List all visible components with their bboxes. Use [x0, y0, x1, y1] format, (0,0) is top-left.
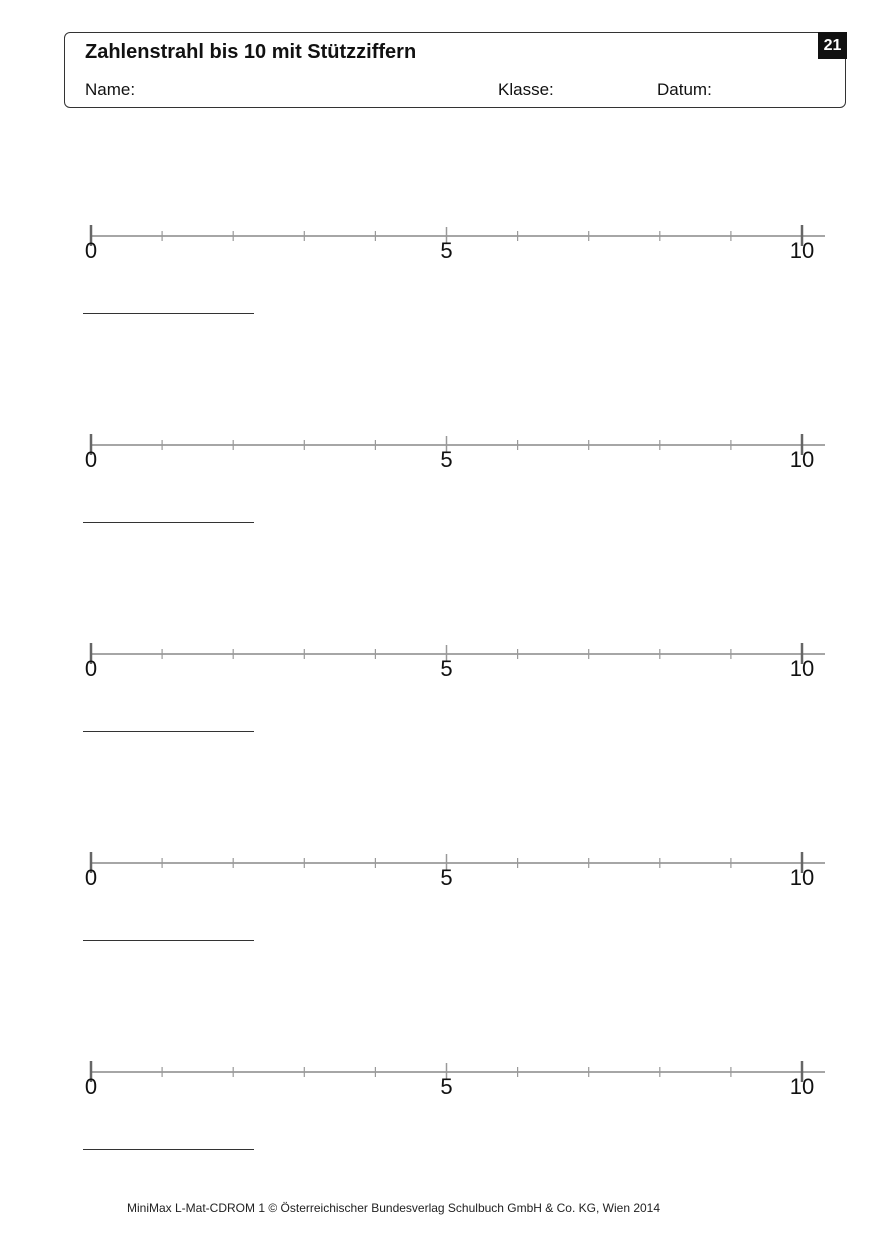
answer-line[interactable] [83, 1149, 254, 1150]
worksheet-title: Zahlenstrahl bis 10 mit Stützziffern [85, 41, 417, 63]
tick-label: 0 [84, 656, 98, 681]
worksheet-header [64, 32, 846, 108]
tick-label: 5 [440, 865, 453, 890]
tick-label: 5 [440, 238, 453, 263]
answer-line[interactable] [83, 731, 254, 732]
tick-label: 0 [84, 865, 98, 890]
number-line [0, 419, 890, 559]
tick-label: 10 [789, 447, 815, 472]
tick-label: 10 [789, 865, 815, 890]
copyright-footer: MiniMax L-Mat-CDROM 1 © Österreichischer Bundesverlag Schulbuch GmbH & Co. KG, Wien 2014 [127, 1201, 661, 1215]
number-line [0, 1046, 890, 1186]
tick-label: 5 [440, 656, 453, 681]
tick-label: 0 [84, 447, 98, 472]
number-line [0, 210, 890, 350]
number-line [0, 837, 890, 977]
number-line [0, 628, 890, 768]
tick-label: 0 [84, 238, 98, 263]
tick-label: 10 [789, 238, 815, 263]
tick-label: 10 [789, 1074, 815, 1099]
page-number-badge: 21 [818, 32, 847, 59]
answer-line[interactable] [83, 522, 254, 523]
tick-label: 0 [84, 1074, 98, 1099]
name-label: Name: [85, 80, 136, 99]
answer-line[interactable] [83, 313, 254, 314]
answer-line[interactable] [83, 940, 254, 941]
tick-label: 5 [440, 447, 453, 472]
tick-label: 5 [440, 1074, 453, 1099]
tick-label: 10 [789, 656, 815, 681]
class-label: Klasse: [498, 80, 554, 99]
date-label: Datum: [657, 80, 712, 99]
